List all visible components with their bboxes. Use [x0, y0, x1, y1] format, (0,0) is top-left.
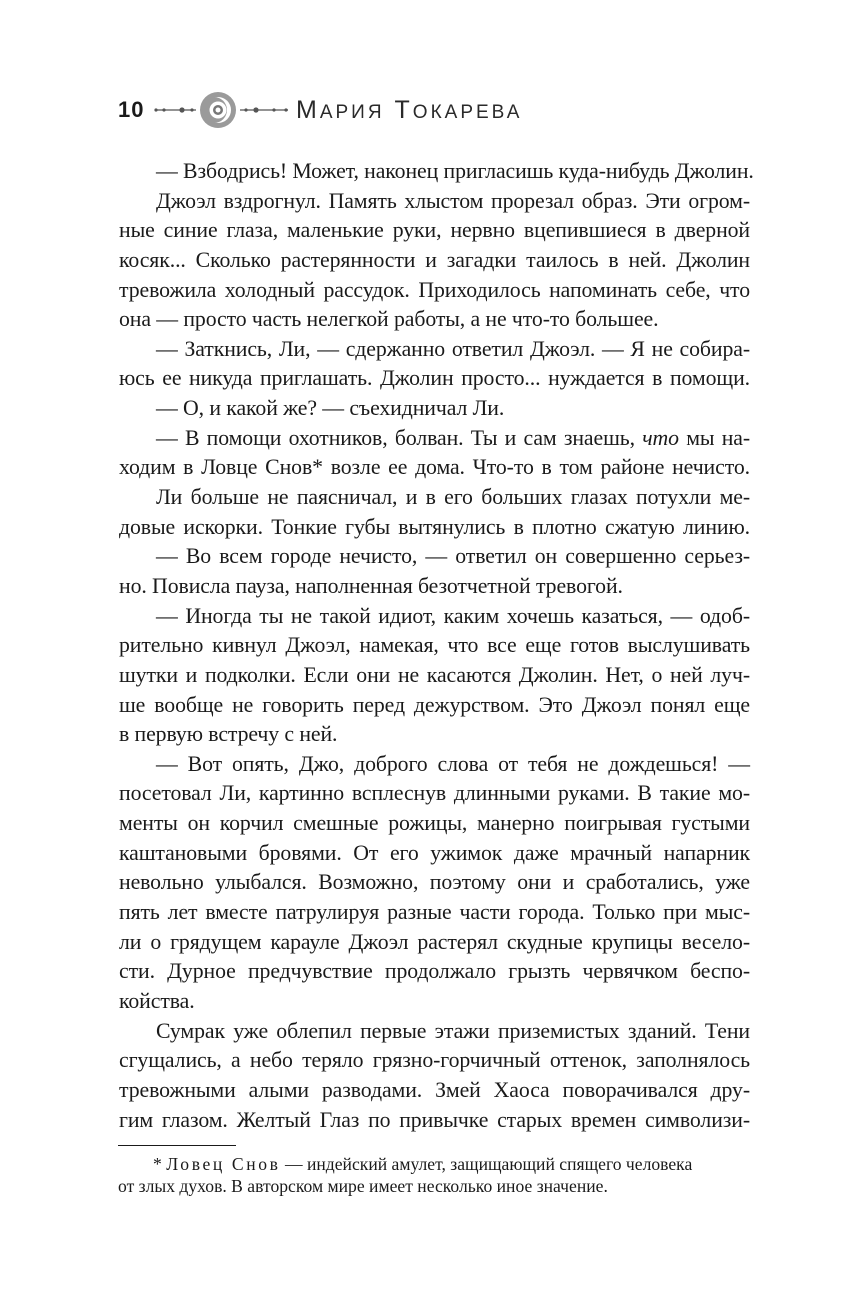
paragraph-line: гим глазом. Желтый Глаз по привычке старых времен символизи-: [119, 1107, 750, 1132]
body-text: [119, 157, 754, 1135]
paragraph-line: Сумрак уже облепил первые этажи приземистых зданий. Тени: [156, 1018, 750, 1043]
paragraph-line: в первую встречу с ней.: [119, 722, 338, 747]
paragraph-line: ше вообще не говорить перед дежурством. Это Джоэл понял еще: [119, 692, 750, 717]
author-last-rest: ОКАРЕВА: [412, 102, 523, 123]
paragraph-line: койства.: [119, 988, 195, 1013]
paragraph-line: посетовал Ли, картинно всплеснув длинными руками. В такие мо-: [119, 781, 750, 806]
paragraph-line-with-italic: [156, 424, 750, 454]
running-header: [118, 90, 738, 130]
paragraph-line: она — просто часть нелегкой работы, а не что-то большее.: [119, 307, 659, 332]
page-number: 10: [118, 97, 145, 122]
footnote-rule: [118, 1145, 236, 1146]
paragraph-line: довые искорки. Тонкие губы вытянулись в плотно сжатую линию.: [119, 514, 750, 539]
paragraph-line: — Заткнись, Ли, — сдержанно ответил Джоэл. — Я не собира-: [156, 336, 750, 361]
italic-word: что: [642, 425, 679, 450]
paragraph-line: юсь ее никуда приглашать. Джолин просто... нуждается в помощи.: [119, 366, 750, 391]
paragraph-line: — О, и какой же? — съехидничал Ли.: [156, 396, 505, 421]
paragraph-line: ли о грядущем карауле Джоэл растерял скудные крупицы весело-: [119, 929, 750, 954]
author-name: [296, 96, 522, 127]
footnote-marker: *: [153, 1154, 162, 1174]
moon-crescent-ornament-icon: [152, 90, 292, 130]
footnote-text: — индейский амулет, защищающий спящего человека: [280, 1154, 693, 1174]
paragraph-line: ные синие глаза, маленькие руки, нервно вцепившиеся в дверной: [119, 218, 750, 243]
footnote-line: [118, 1153, 750, 1175]
paragraph-line: — Иногда ты не такой идиот, каким хочешь казаться, — одоб-: [156, 603, 750, 628]
paragraph-line: — Вот опять, Джо, доброго слова от тебя не дождешься! —: [156, 751, 750, 776]
paragraph-line: ходим в Ловце Снов* возле ее дома. Что-то в том районе нечисто.: [119, 455, 750, 480]
paragraph-line: тревожила холодный рассудок. Приходилось напоминать себе, что: [119, 277, 750, 302]
paragraph-line: Ли больше не паясничал, и в его больших глазах потухли ме-: [156, 485, 750, 510]
line-segment: мы на-: [686, 425, 750, 450]
footnote-line: от злых духов. В авторском мире имеет несколько иное значение.: [118, 1176, 608, 1196]
footnote-term: Ловец Снов: [166, 1154, 281, 1174]
paragraph-line: шутки и подколки. Если они не касаются Джолин. Нет, о ней луч-: [119, 662, 750, 687]
paragraph-line: тревожными алыми разводами. Змей Хаоса поворачивался дру-: [119, 1077, 750, 1102]
paragraph-line: менты он корчил смешные рожицы, манерно поигрывая густыми: [119, 811, 750, 836]
paragraph-line: каштановыми бровями. От его ужимок даже мрачный напарник: [119, 840, 750, 865]
paragraph-line: невольно улыбался. Возможно, поэтому они и сработались, уже: [119, 870, 750, 895]
paragraph-line: рительно кивнул Джоэл, намекая, что все еще готов выслушивать: [119, 633, 750, 658]
footnote: [118, 1153, 750, 1197]
paragraph-line: — Взбодрись! Может, наконец пригласишь куда-нибудь Джолин.: [156, 159, 754, 183]
paragraph-line: сгущались, а небо теряло грязно-горчичный оттенок, заполнялось: [119, 1048, 750, 1073]
paragraph-line: но. Повисла пауза, наполненная безотчетной тревогой.: [119, 573, 623, 598]
paragraph-line: пять лет вместе патрулируя разные части города. Только при мыс-: [119, 900, 750, 925]
author-last-initial: Т: [394, 96, 413, 124]
paragraph-line: сти. Дурное предчувствие продолжало грызть червячком беспо-: [119, 959, 750, 984]
author-first-initial: М: [296, 96, 320, 124]
author-first-rest: АРИЯ: [319, 102, 385, 123]
paragraph-line: косяк... Сколько растерянности и загадки таилось в ней. Джолин: [119, 247, 750, 272]
paragraph-line: Джоэл вздрогнул. Память хлыстом прорезал образ. Эти огром-: [156, 188, 750, 213]
line-segment: — В помощи охотников, болван. Ты и сам знаешь,: [156, 425, 635, 450]
paragraph-line: — Во всем городе нечисто, — ответил он совершенно серьез-: [156, 544, 750, 569]
